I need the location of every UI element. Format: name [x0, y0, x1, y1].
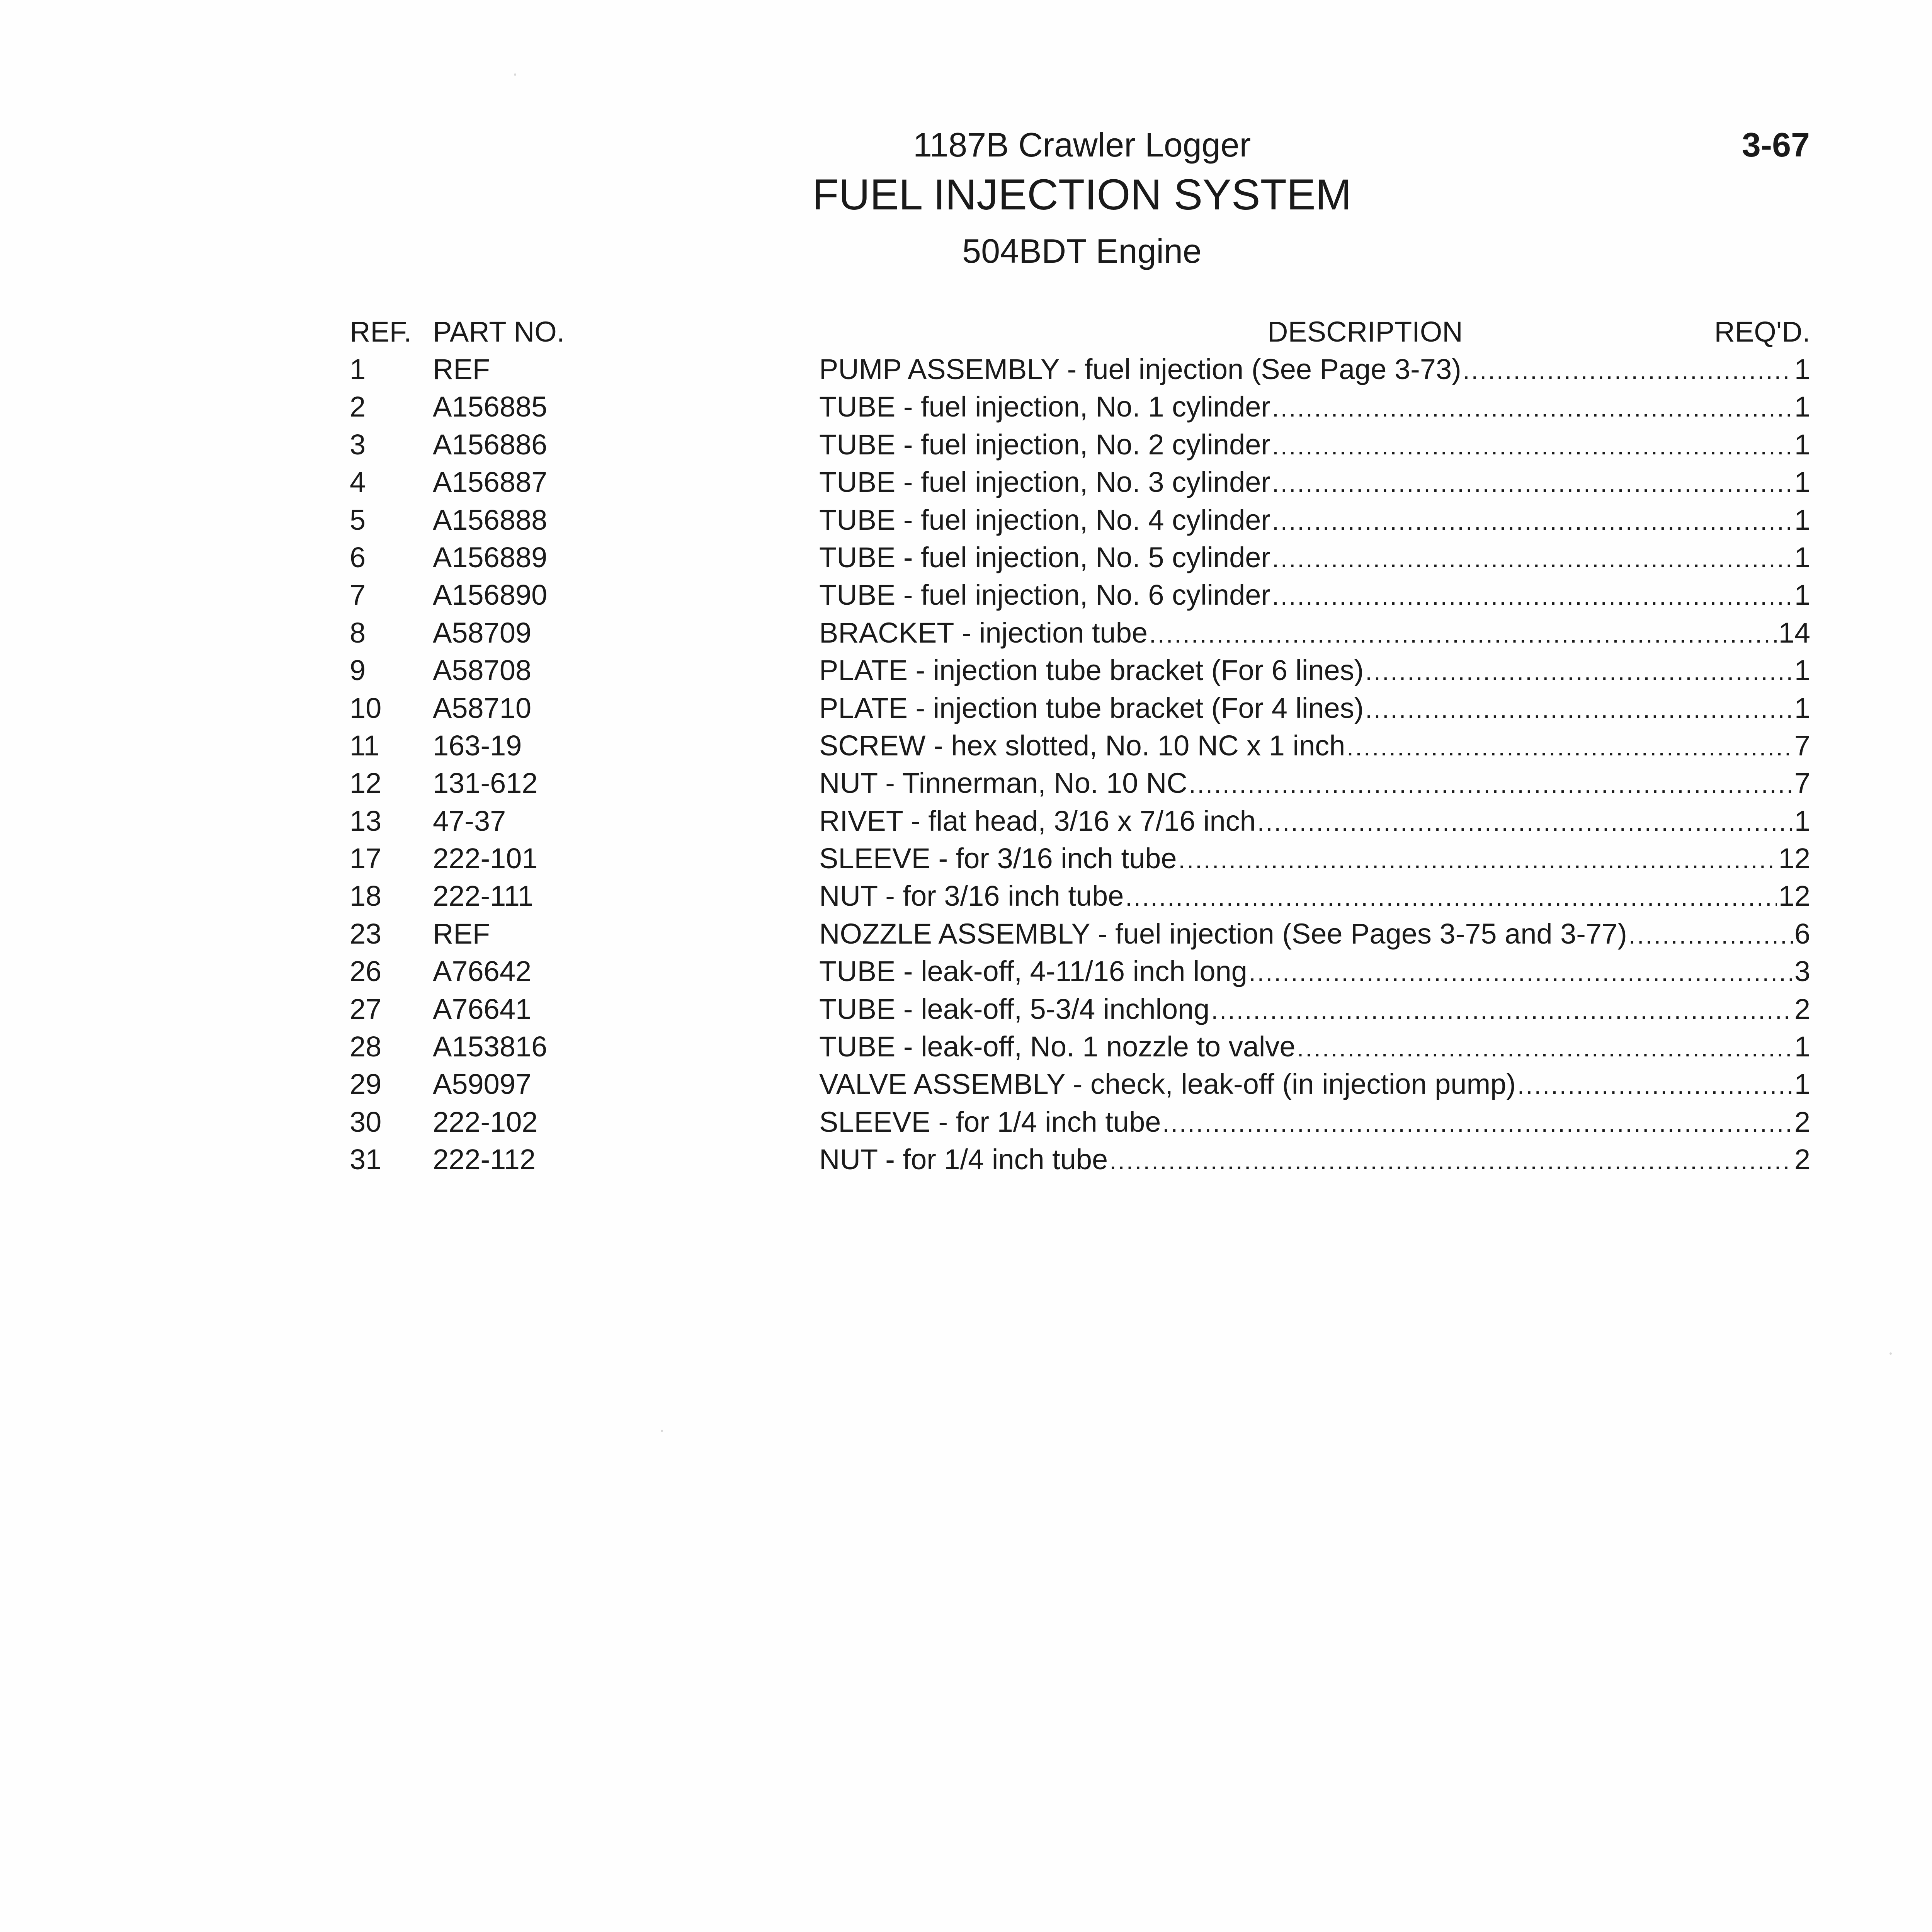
dot-leader [1211, 992, 1793, 1029]
part-description: RIVET - flat head, 3/16 x 7/16 inch [819, 804, 1256, 837]
part-description: TUBE - fuel injection, No. 2 cylinder [819, 428, 1271, 461]
description-cell [819, 952, 1810, 992]
quantity-required: 1 [1794, 391, 1810, 423]
quantity-required: 1 [1794, 654, 1810, 687]
dot-leader [1297, 1029, 1793, 1067]
quantity-required: 2 [1794, 1105, 1810, 1138]
part-number: 222-102 [433, 1105, 538, 1138]
part-description: PLATE - injection tube bracket (For 4 lines) [819, 692, 1364, 724]
part-description: PUMP ASSEMBLY - fuel injection (See Page 3-73) [819, 353, 1461, 385]
ref-number: 1 [350, 353, 366, 385]
ref-number: 11 [350, 729, 379, 762]
dot-leader [1365, 691, 1793, 728]
description-cell [819, 539, 1810, 578]
dot-leader [1272, 465, 1793, 502]
part-number: REF [433, 917, 490, 950]
quantity-required: 2 [1794, 1143, 1810, 1176]
part-number: A156888 [433, 503, 548, 536]
ref-number: 10 [350, 692, 382, 724]
ref-number: 2 [350, 391, 366, 423]
dot-leader [1463, 352, 1793, 389]
table-row [350, 463, 1810, 501]
ref-number: 27 [350, 993, 382, 1025]
quantity-required: 12 [1778, 842, 1810, 875]
table-row [350, 877, 1810, 915]
quantity-required: 3 [1794, 955, 1810, 988]
quantity-required: 1 [1794, 353, 1810, 385]
quantity-required: 1 [1794, 804, 1810, 837]
description-cell [819, 614, 1810, 653]
description-cell [819, 764, 1810, 803]
table-row [350, 764, 1810, 802]
ref-number: 30 [350, 1105, 382, 1138]
ref-number: 8 [350, 616, 366, 649]
ref-number: 6 [350, 541, 366, 573]
column-header-description: DESCRIPTION [1267, 316, 1463, 348]
part-number: A156886 [433, 428, 548, 461]
dot-leader [1189, 766, 1793, 803]
description-cell [819, 915, 1810, 954]
ref-number: 18 [350, 880, 382, 912]
quantity-required: 7 [1794, 767, 1810, 799]
machine-model: 1187B Crawler Logger [913, 126, 1251, 164]
table-row [350, 802, 1810, 840]
table-row [350, 388, 1810, 425]
dot-leader [1125, 879, 1777, 916]
table-row [350, 952, 1810, 990]
part-description: TUBE - leak-off, 5-3/4 inchlong [819, 993, 1210, 1025]
table-row [350, 1028, 1810, 1065]
table-row [350, 426, 1810, 463]
part-number: A58709 [433, 616, 532, 649]
part-description: SCREW - hex slotted, No. 10 NC x 1 inch [819, 729, 1345, 762]
description-cell [819, 501, 1810, 540]
description-cell [819, 727, 1810, 766]
dot-leader [1272, 540, 1793, 578]
part-description: NOZZLE ASSEMBLY - fuel injection (See Pages 3-75 and 3-77) [819, 917, 1627, 950]
quantity-required: 1 [1794, 503, 1810, 536]
quantity-required: 1 [1794, 1031, 1810, 1063]
description-cell [819, 1141, 1810, 1180]
description-cell [819, 1065, 1810, 1104]
dot-leader [1272, 389, 1793, 427]
column-header-part-no: PART NO. [433, 316, 565, 348]
part-description: SLEEVE - for 3/16 inch tube [819, 842, 1177, 875]
quantity-required: 1 [1794, 579, 1810, 611]
dot-leader [1347, 728, 1793, 766]
part-description: PLATE - injection tube bracket (For 6 lines) [819, 654, 1364, 687]
table-row [350, 915, 1810, 952]
paper-speck [1889, 1352, 1892, 1355]
table-row [350, 689, 1810, 727]
part-number: A156885 [433, 391, 548, 423]
description-cell [819, 840, 1810, 879]
part-number: A58710 [433, 692, 532, 724]
part-description: SLEEVE - for 1/4 inch tube [819, 1105, 1161, 1138]
quantity-required: 2 [1794, 993, 1810, 1025]
dot-leader [1272, 503, 1793, 540]
table-row [350, 840, 1810, 877]
table-row [350, 1141, 1810, 1178]
quantity-required: 12 [1778, 880, 1810, 912]
table-row [350, 1065, 1810, 1103]
description-cell [819, 1103, 1810, 1142]
dot-leader [1629, 917, 1793, 954]
table-header-row [350, 313, 1810, 350]
description-cell [819, 1028, 1810, 1067]
page-title: FUEL INJECTION SYSTEM [812, 170, 1352, 219]
page-subtitle: 504BDT Engine [962, 232, 1202, 270]
description-cell [819, 350, 1810, 389]
description-cell [819, 651, 1810, 690]
part-number: A156890 [433, 579, 548, 611]
ref-number: 4 [350, 466, 366, 498]
table-row [350, 539, 1810, 576]
column-header-reqd: REQ'D. [1714, 316, 1810, 348]
description-cell [819, 990, 1810, 1029]
ref-number: 3 [350, 428, 366, 461]
part-description: VALVE ASSEMBLY - check, leak-off (in injection pump) [819, 1068, 1516, 1100]
table-row [350, 350, 1810, 388]
ref-number: 7 [350, 579, 366, 611]
table-row [350, 727, 1810, 764]
description-cell [819, 463, 1810, 502]
quantity-required: 1 [1794, 1068, 1810, 1100]
part-number: 222-111 [433, 880, 534, 912]
quantity-required: 1 [1794, 428, 1810, 461]
table-row [350, 576, 1810, 614]
ref-number: 29 [350, 1068, 382, 1100]
ref-number: 26 [350, 955, 382, 988]
description-cell [819, 426, 1810, 465]
part-description: TUBE - fuel injection, No. 4 cylinder [819, 503, 1271, 536]
description-cell [819, 576, 1810, 615]
paper-speck [514, 73, 516, 76]
part-number: 131-612 [433, 767, 538, 799]
dot-leader [1179, 841, 1777, 879]
dot-leader [1517, 1067, 1793, 1104]
part-number: A58708 [433, 654, 532, 687]
part-number: A59097 [433, 1068, 532, 1100]
table-row [350, 651, 1810, 689]
part-description: TUBE - fuel injection, No. 3 cylinder [819, 466, 1271, 498]
part-description: TUBE - leak-off, No. 1 nozzle to valve [819, 1031, 1296, 1063]
table-row [350, 1103, 1810, 1141]
part-number: 47-37 [433, 804, 506, 837]
part-description: TUBE - fuel injection, No. 1 cylinder [819, 391, 1271, 423]
dot-leader [1149, 616, 1777, 653]
table-row [350, 614, 1810, 651]
part-number: REF [433, 353, 490, 385]
description-cell [819, 802, 1810, 841]
table-row [350, 501, 1810, 539]
parts-table [350, 313, 1810, 1179]
dot-leader [1365, 653, 1793, 690]
part-number: A153816 [433, 1031, 548, 1063]
table-body [350, 350, 1810, 1179]
part-number: 163-19 [433, 729, 522, 762]
description-cell [819, 877, 1810, 916]
quantity-required: 14 [1778, 616, 1810, 649]
dot-leader [1109, 1142, 1793, 1180]
part-description: BRACKET - injection tube [819, 616, 1148, 649]
part-description: NUT - for 3/16 inch tube [819, 880, 1124, 912]
dot-leader [1257, 804, 1793, 841]
part-number: 222-112 [433, 1143, 536, 1176]
part-number: A156889 [433, 541, 548, 573]
part-number: A76641 [433, 993, 532, 1025]
dot-leader [1249, 954, 1793, 992]
dot-leader [1272, 578, 1793, 615]
ref-number: 31 [350, 1143, 382, 1176]
dot-leader [1162, 1105, 1793, 1142]
quantity-required: 7 [1794, 729, 1810, 762]
quantity-required: 1 [1794, 466, 1810, 498]
table-row [350, 990, 1810, 1028]
part-description: TUBE - fuel injection, No. 6 cylinder [819, 579, 1271, 611]
part-number: A76642 [433, 955, 532, 988]
column-header-ref: REF. [350, 316, 412, 348]
ref-number: 13 [350, 804, 382, 837]
part-number: A156887 [433, 466, 548, 498]
quantity-required: 6 [1794, 917, 1810, 950]
page-number: 3-67 [1742, 126, 1810, 164]
ref-number: 12 [350, 767, 382, 799]
ref-number: 9 [350, 654, 366, 687]
ref-number: 23 [350, 917, 382, 950]
ref-number: 28 [350, 1031, 382, 1063]
quantity-required: 1 [1794, 692, 1810, 724]
part-description: TUBE - leak-off, 4-11/16 inch long [819, 955, 1247, 988]
ref-number: 5 [350, 503, 366, 536]
part-description: TUBE - fuel injection, No. 5 cylinder [819, 541, 1271, 573]
part-description: NUT - for 1/4 inch tube [819, 1143, 1108, 1176]
description-cell [819, 689, 1810, 728]
description-cell [819, 388, 1810, 427]
paper-speck [661, 1430, 663, 1432]
part-number: 222-101 [433, 842, 538, 875]
ref-number: 17 [350, 842, 382, 875]
part-description: NUT - Tinnerman, No. 10 NC [819, 767, 1187, 799]
quantity-required: 1 [1794, 541, 1810, 573]
dot-leader [1272, 427, 1793, 465]
